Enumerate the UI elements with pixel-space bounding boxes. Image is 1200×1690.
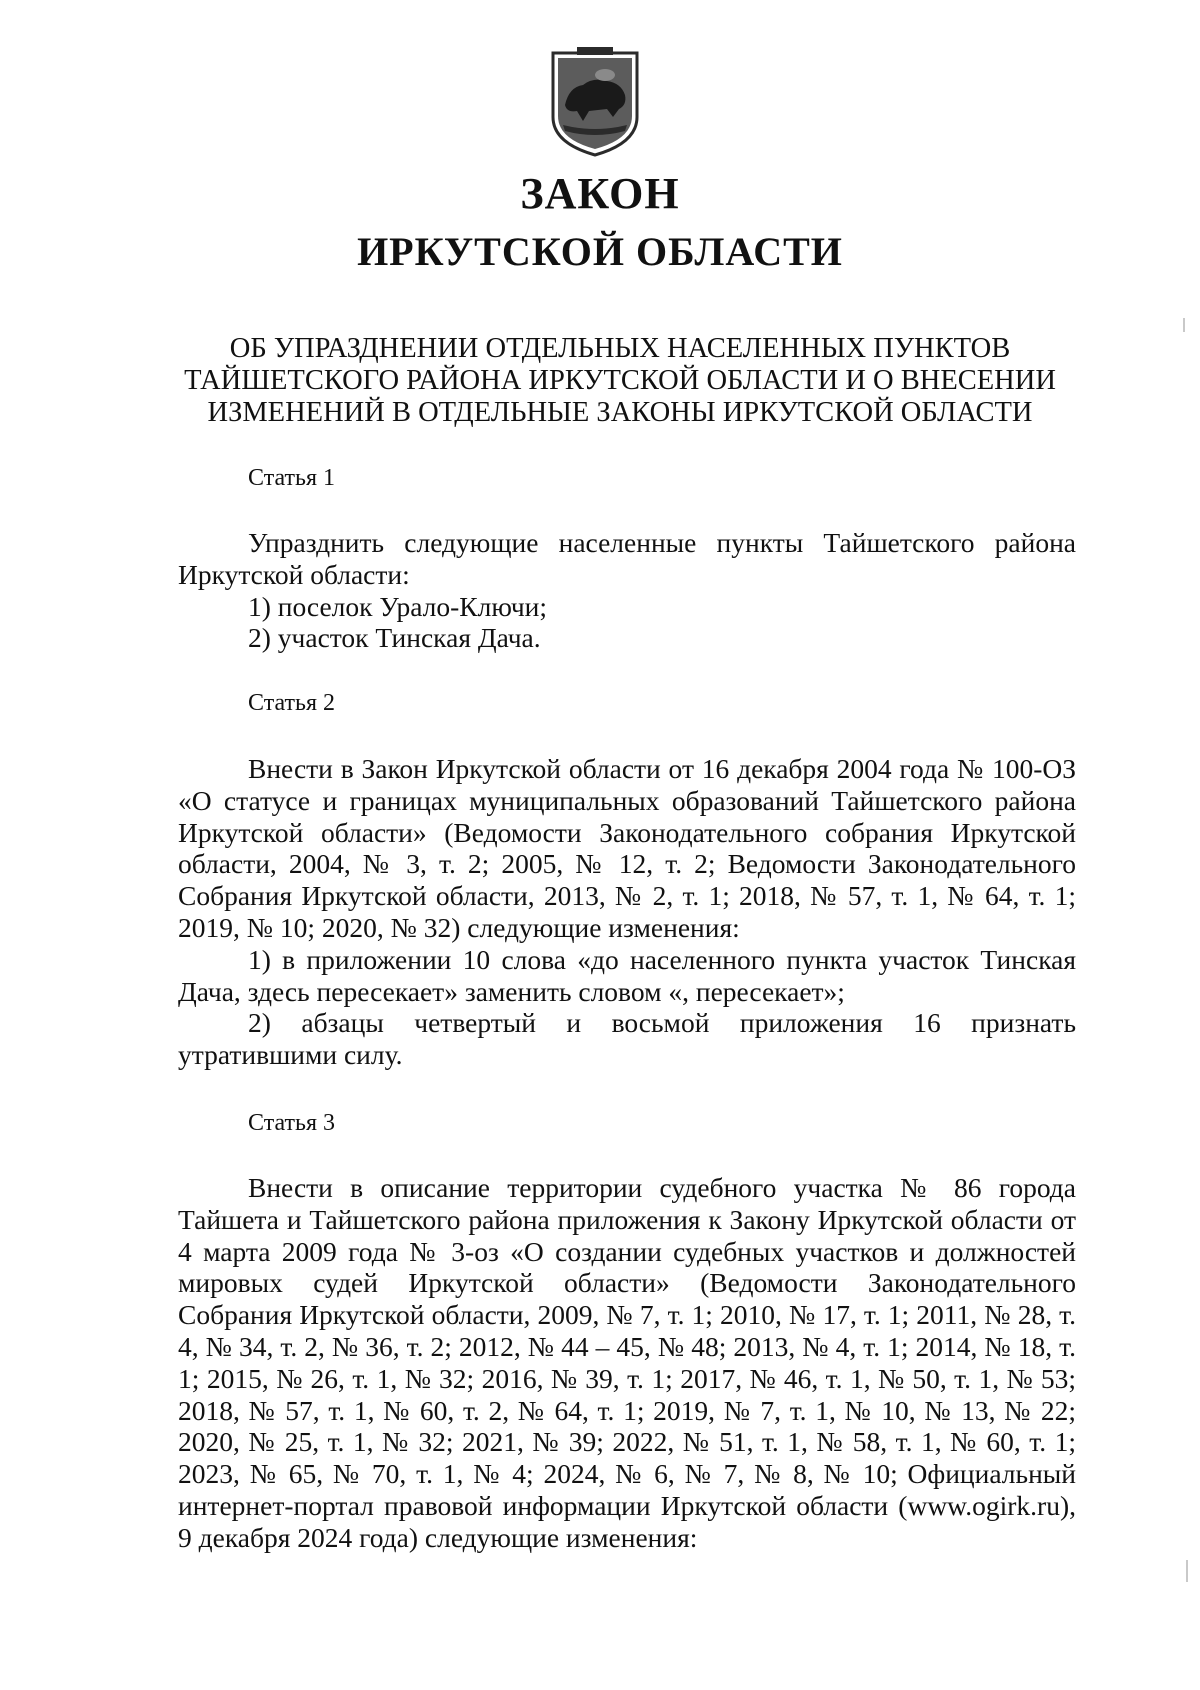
article-3-heading: Статья 3 bbox=[248, 1110, 335, 1136]
article-2-intro: Внести в Закон Иркутской области от 16 декабря 2004 года № 100-ОЗ «О статусе и границах муниципальных образований Тайшетского района Иркутской области» (Ведомости Законодательного собрания Иркутской области, 2004, № 3, т. 2; 2005, № 12, т. 2; Ведомости Законодательного Собрания Иркутской области, 2013, № 2, т. 1; 2018, № 57, т. 1, № 64, т. 1; 2019, № 10; 2020, № 32) следующие изменения: bbox=[178, 753, 1076, 943]
article-1-item-1: 1) поселок Урало-Ключи; bbox=[248, 590, 548, 622]
law-title: ЗАКОН bbox=[520, 169, 680, 218]
article-1-item-2: 2) участок Тинская Дача. bbox=[248, 622, 541, 654]
article-3-body bbox=[178, 1172, 1076, 1554]
article-2-item-2: 2) абзацы четвертый и восьмой приложения 16 признать утратившими силу. bbox=[178, 1007, 1076, 1071]
law-subject: ОБ УПРАЗДНЕНИИ ОТДЕЛЬНЫХ НАСЕЛЕННЫХ ПУНКТОВ ТАЙШЕТСКОГО РАЙОНА ИРКУТСКОЙ ОБЛАСТИ И О ВНЕСЕНИИ ИЗМЕНЕНИЙ В ОТДЕЛЬНЫЕ ЗАКОНЫ ИРКУТСКОЙ ОБЛАСТИ bbox=[184, 333, 1056, 428]
article-1-heading: Статья 1 bbox=[248, 465, 335, 491]
article-2-body bbox=[178, 753, 1076, 1071]
coat-of-arms-icon bbox=[549, 47, 641, 159]
article-2-item-1: 1) в приложении 10 слова «до населенного пункта участок Тинская Дача, здесь пересекает» заменить словом «, пересекает»; bbox=[178, 943, 1076, 1007]
article-1-body bbox=[178, 527, 1076, 654]
article-1-intro: Упразднить следующие населенные пункты Тайшетского района Иркутской области: bbox=[178, 527, 1076, 590]
article-2-heading: Статья 2 bbox=[248, 690, 335, 716]
scan-edge-mark bbox=[1183, 318, 1185, 332]
law-region-title: ИРКУТСКОЙ ОБЛАСТИ bbox=[357, 229, 843, 274]
article-3-intro: Внести в описание территории судебного участка № 86 города Тайшета и Тайшетского района приложения к Закону Иркутской области от 4 марта 2009 года № 3-оз «О создании судебных участков и должностей мировых судей Иркутской области» (Ведомости Законодательного Собрания Иркутской области, 2009, № 7, т. 1; 2010, № 17, т. 1; 2011, № 28, т. 4, № 34, т. 2, № 36, т. 2; 2012, № 44 – 45, № 48; 2013, № 4, т. 1; 2014, № 18, т. 1; 2015, № 26, т. 1, № 32; 2016, № 39, т. 1; 2017, № 46, т. 1, № 50, т. 1, № 53; 2018, № 57, т. 1, № 60, т. 2, № 64, т. 1; 2019, № 7, т. 1, № 10, № 13, № 22; 2020, № 25, т. 1, № 32; 2021, № 39; 2022, № 51, т. 1, № 58, т. 1, № 60, т. 1; 2023, № 65, № 70, т. 1, № 4; 2024, № 6, № 7, № 8, № 10; Официальный интернет-портал правовой информации Иркутской области (www.ogirk.ru), 9 декабря 2024 года) следующие изменения: bbox=[178, 1172, 1076, 1553]
scan-edge-mark bbox=[1186, 1560, 1188, 1582]
